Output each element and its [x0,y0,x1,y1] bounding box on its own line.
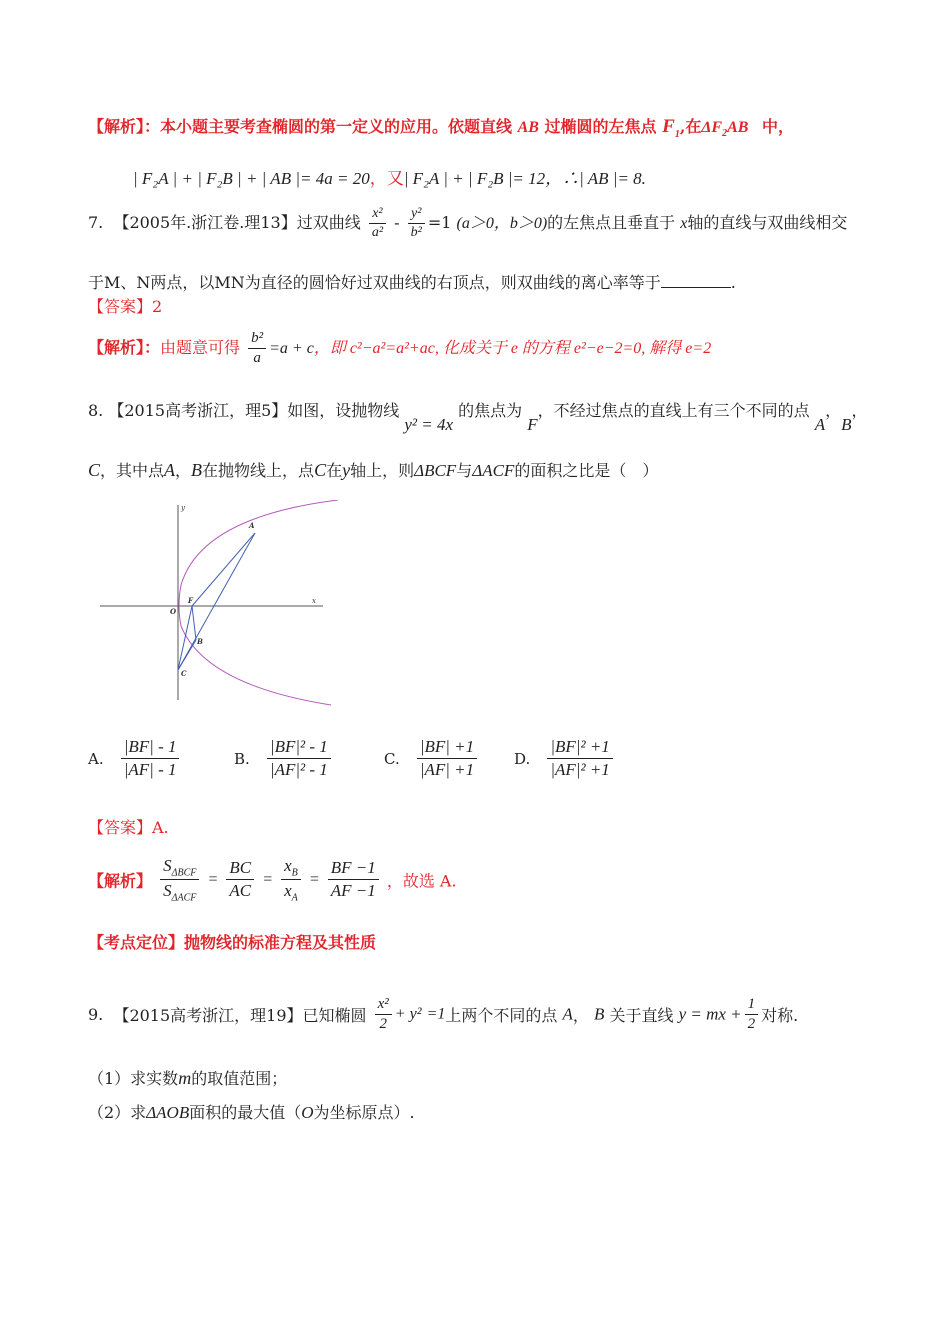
q9-part2-o: O [301,1103,314,1122]
q7-solution-text: 由题意可得 [160,338,241,357]
q8-solution-tag: 【解析】 [88,871,153,891]
segment-fb [192,606,196,640]
q9-text-b: 上两个不同的点 [445,1006,558,1025]
q7-frac-y: $\frac{\text{y²}}{\text{b²}}$ [408,206,425,241]
q8-line2-a: ，其中点 [100,461,165,480]
q7-statement-line1 [88,206,847,241]
q8-kaodian: 【考点定位】抛物线的标准方程及其性质 [88,933,377,952]
option-d-fraction: $\frac{\text{|BF|² +1}}{\text{|AF|² +1}}$ [547,737,612,780]
q9-comma: ， [572,1006,589,1025]
q7-solution-frac: $\frac{\text{b²}}{a}$ [248,330,266,367]
q8-triangle-bcf: ΔBCF [414,461,457,480]
q6-solution-text2: 过椭圆的左焦点 [544,117,657,136]
q9-part2-a: （2）求 [88,1103,147,1122]
q9-number: 9. [88,1005,104,1024]
q8-line2-b: 在抛物线上，点 [202,461,315,480]
q7-x: x [680,215,688,232]
q8-solution-frac-bc: $\frac{BC}{AC}$ [226,858,254,901]
q8-text-c: ，不经过焦点的直线上有三个不同的点 [537,401,810,420]
q8-comma2: ， [851,401,868,420]
label-b: B [197,637,203,646]
q8-statement-line2 [88,458,658,481]
q6-f1: $F_1$ [662,116,680,140]
q9-text-a: 已知椭圆 [302,1006,367,1025]
q8-point-c: C [88,460,101,480]
q9-text-c: 关于直线 [609,1006,674,1025]
q8-option-c[interactable] [384,737,480,780]
option-c-fraction: $\frac{|BF| +1}{|AF| +1}$ [417,737,477,780]
q9-part1-b: 的取值范围； [191,1069,288,1088]
label-f: F [188,596,193,605]
q6-solution-text3: ,在 [679,117,702,136]
q8-sol-eq2: = [262,870,273,888]
q7-line2: 于M、N两点，以MN为直径的圆恰好过双曲线的右顶点，则双曲线的离心率等于 [88,273,661,292]
q9-part2-triangle: ΔAOB [146,1103,190,1122]
q8-comma: ， [825,401,842,420]
q8-line2-point-b: B [191,460,203,480]
q7-solution-rest: ，即 c²−a²=a²+ac, 化成关于 e 的方程 e²−e−2=0, 解得 e=2 [313,340,712,357]
q6-result: ，∴| AB |= 8. [545,169,646,188]
q9-part2-c: 为坐标原点）. [313,1103,415,1122]
q9-part1 [88,1066,287,1089]
segment-cb [178,640,196,670]
label-a: A [249,521,255,530]
q7-frac-x: $\frac{\text{x²}}{\text{a²}}$ [369,206,386,241]
q6-solution-text: 本小题主要考查椭圆的第一定义的应用。依题直线 [160,117,513,136]
q9-part1-m: m [178,1068,192,1088]
q8-solution-frac-area: $\frac{S_{\Delta BCF}}{S_{\Delta ACF}}$ [160,856,199,904]
q6-sum-equation2: | F₂A | + | F₂B |= 12 [403,169,546,188]
q6-mid: ，又 [369,169,404,189]
q8-line2-f: 的面积之比是（ ） [514,461,659,480]
q9-point-b: B [594,1004,605,1024]
q8-line2-point-a: A [164,460,176,480]
q8-focus-f: F [527,415,538,434]
q9-text-d: 对称. [761,1006,799,1025]
q8-line2-y: y [342,460,351,480]
q8-parabola-figure [95,500,345,710]
q8-number: 8. [88,401,104,420]
q9-line: y = mx + [678,1004,742,1024]
q9-plus: + y² [394,1005,422,1023]
q7-answer: 【答案】2 [88,297,163,316]
q8-parabola: y² = 4x [404,415,454,434]
label-x: x [312,597,316,605]
q6-solution-tag: 【解析】： [88,117,161,136]
q8-text-a: 如图，设抛物线 [287,401,400,420]
q6-solution-text4: 中， [762,117,795,136]
q7-number: 7. [88,213,104,232]
q7-eq: =1 [427,213,452,232]
q8-option-a[interactable] [88,737,182,780]
q9-point-a: A [562,1004,573,1024]
q7-source: 【2005年.浙江卷.理13】 [113,213,297,232]
q7-minus: - [394,213,400,232]
q9-part2-b: 面积的最大值（ [189,1103,302,1122]
q7-solution [88,330,711,367]
q7-line2-end: . [730,273,736,292]
q8-line2-d: 轴上，则 [350,461,415,480]
q7-text-c: 轴的直线与双曲线相交 [687,213,848,232]
option-b-fraction: $\frac{\text{|BF|² - 1}}{\text{|AF|² - 1}}$ [267,737,331,780]
q8-point-b: B [841,415,852,434]
segment-fa [192,533,255,606]
option-b-label: B. [234,749,250,768]
q8-solution-frac-x: $\frac{x_B}{x_A}$ [281,856,301,904]
q6-ab: AB [517,119,539,136]
option-a-fraction: $\frac{|BF| - 1}{|AF| - 1}$ [121,737,180,780]
q6-solution-line1 [88,114,794,140]
q8-sol-eq3: = [308,870,320,888]
label-y: y [181,504,185,512]
q8-option-d[interactable] [514,737,616,780]
q7-solution-eq: =a + c [269,340,314,357]
q8-triangle-acf: ΔACF [472,461,515,480]
q8-statement-line1 [88,398,868,434]
q9-statement [88,996,798,1033]
option-c-label: C. [384,749,400,768]
option-d-label: D. [514,749,531,768]
q6-sum-equation: | F₂A | + | F₂B | + | AB |= 4a = 20 [133,169,370,188]
q9-part2 [88,1100,415,1123]
label-c: C [181,669,187,678]
q8-sol-end: ，故选 A. [386,871,457,891]
q7-solution-tag: 【解析】： [88,338,161,357]
q7-statement-line2 [88,270,736,293]
q8-sol-eq1: = [207,870,219,888]
q6-solution-line2 [133,164,646,189]
q8-solution-frac-bf: $\frac{BF -1}{AF -1}$ [328,858,379,901]
q7-condition: (a＞0，b＞0) [456,215,548,232]
q9-frac-half: $\frac{1}{2}$ [745,996,759,1033]
q8-point-a: A [814,415,826,434]
q7-text-a: 过双曲线 [296,213,361,232]
q9-eq: =1 [426,1005,446,1023]
q9-part1-a: （1）求实数 [88,1069,179,1088]
segment-cf [178,606,192,670]
q9-frac-x: $\frac{\text{x²}}{2}$ [375,996,392,1033]
q8-line2-point-c: C [314,460,327,480]
q8-line2-e: 与 [456,461,473,480]
q8-answer: 【答案】A. [88,818,169,837]
q9-source: 【2015高考浙江，理19】 [113,1006,303,1025]
q6-triangle: $\Delta F_2AB$ [701,119,749,140]
q8-text-b: 的焦点为 [458,401,523,420]
q8-source: 【2015高考浙江，理5】 [108,401,288,420]
option-a-label: A. [88,749,104,768]
q8-solution [88,856,457,904]
q8-option-b[interactable] [234,737,334,780]
q8-line2-c: 在 [326,461,343,480]
q8-line2-comma: ， [175,461,192,480]
q7-text-b: 的左焦点且垂直于 [547,213,676,232]
q7-answer-blank [661,273,731,288]
label-o: O [170,607,177,616]
